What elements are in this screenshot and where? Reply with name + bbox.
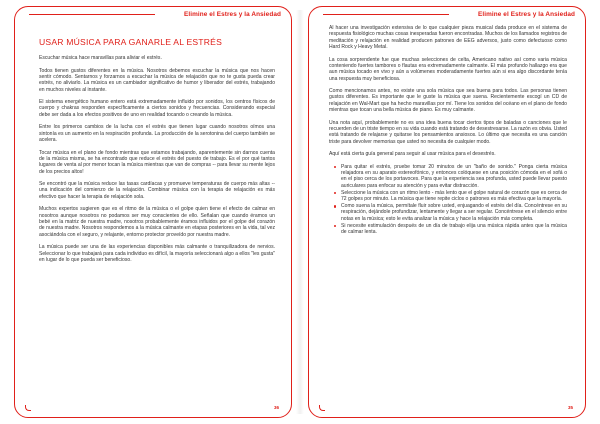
paragraph: Aquí está cierta guía general para seguir al usar música para el desestrés. — [329, 151, 496, 158]
list-item: Como suena la música, permítale fluir sobre usted, enjuagando el estrés del día. Concéntrese en su respiración, dejándole profundizar, lentamente y llegar a ser regular. Concéntrese en el silencio entre notas en la música; esto le evita analizar la música y hace la relajación más completa. — [341, 203, 567, 222]
right-page-content — [329, 25, 567, 236]
page-number: 35 — [567, 405, 573, 410]
page-number: 36 — [273, 405, 279, 410]
corner-ornament — [25, 405, 31, 411]
running-header-title: Elimine el Estres y la Ansiedad — [475, 11, 575, 18]
guidelines-list — [341, 164, 567, 236]
paragraph: Como mencionamos antes, no existe una sola música que sea buena para todos. Las personas tienen gustos diferentes. Es importante que le guste la música que suena. Recientemente escogí un CD de relajación en Wal-Mart que ha hecho maravillas por mí. Tiene los sonidos del océano en el plano de fondo mientras que tocan una bella música de piano. Es muy calmante. — [329, 88, 567, 114]
running-header-title: Elimine el Estres y la Ansiedad — [181, 11, 281, 18]
paragraph: Entre los primeros cambios de la lucha con el estrés que tienen lugar cuando nosotros oímos una sintonía es un aumento en la respiración profunda. La producción de la serotonina del cuerpo también se acelera. — [39, 124, 275, 143]
list-item: Seleccione la música con un ritmo lento - más lento que el golpe natural de corazón que es cerca de 72 golpes por minuto. La música que tiene repite ciclos o patrones es más efectiva que la mayoría. — [341, 189, 567, 203]
paragraph: Tocar música en el plano de fondo mientras que estamos trabajando, aparentemente sin darnos cuenta de la música misma, se ha encontrado que reduce el estrés del puesto de trabajo. Es el por qué tantos lugares de venta al por menor tocan la música mientras que van de compras -- para llevar su mente lejos de los precios altos! — [39, 149, 275, 175]
paragraph: El sistema energético humano entero está extremadamente influido por sonidos, los centros físicos de cuerpo y chakras responden específicamente a ciertos sonidos y frecuencias. Considerando especial debe ser dada a los efectos positivos de uno en realidad tocando o creando la música. — [39, 99, 275, 118]
list-item: Para quitar el estrés, pruebe tomar 20 minutos de un "baño de sonido." Ponga cierta música relajadora en su aparato estereofónico, y entonces colóquese en una posición cómoda en el sofá o en el piso cerca de los portavoces. Para que la experiencia sea profunda, usted puede llevar puesto auriculares para enfocar su atención y para evitar distracción. — [341, 163, 567, 189]
paragraph: La cosa sorprendente fue que muchas selecciones de celta, Americano nativo así como varia música conteniendo fuertes tambores o flautas era extremadamente calmante. El más profundo hallazgo era que aun música tocado en vivo y aún a volúmenes moderadamente fuertes aún si era algo discordante tenía una respuesta muy beneficiosa. — [329, 56, 567, 82]
list-item: Si necesite estimulación después de un día de trabajo elija una música rápida antes que la música de calmar lenta. — [341, 222, 567, 235]
header-rule — [29, 14, 155, 15]
paragraph: Al hacer una investigación extensiva de lo que cualquier pieza musical dada produce en el sistema de respuesta fisiológico muchas cosas inesperadas fueron encontradas. Muchos de los llamados registros de meditación y relajación en realidad producen patrones de EEG adversos, justo como defectuoso como Hard Rock y Heavy Metal. — [329, 25, 567, 51]
paragraph: Se encontró que la música reduce las tasas cardíacas y promueve temperaturas de cuerpo más altas -- una indicación del comienzo de la relajación. Combinar música con la terapia de relajación es más efectivo que hacer la terapia de relajación sola. — [39, 181, 275, 200]
page-gutter — [296, 10, 304, 414]
paragraph: Muchos expertos sugieren que es el ritmo de la música o el golpe quien tiene el efecto de calmar en nosotros aunque nosotros no podamos ser muy conscientes de ello. Señalan que cuando éramos un bebé en la matriz de nuestra madre, nosotros probablemente éramos influidos por el golpe del corazón de nuestra madre. Nosotros respondemos a la música calmante en etapas posteriores en la vida, tal vez asociándola con el seguro, y relajante, entorno protector proveído por nuestra madre. — [39, 206, 275, 238]
left-page — [14, 6, 292, 418]
paragraph: La música puede ser una de las experiencias disponibles más calmante o tranquilizadora de nervios. Seleccionar lo que trabajará para cada individuo es difícil, la mayoría seleccionará algo a ellos "les gusta" en lugar de lo que pueda ser beneficioso. — [39, 244, 275, 263]
paragraph: Todos tienen gustos diferentes en la música. Nosotros debemos escuchar la música que nos hacen sentir cómodo. Sentarnos y forzarnos a escuchar la música de relajación que no te gusta pueda crear estrés, no aliviarlo. La música es un cambiador significativo de humor y liberador del estrés, trabajando en muchos niveles al instante. — [39, 67, 275, 93]
corner-ornament — [319, 405, 325, 411]
left-page-header — [15, 7, 291, 21]
section-heading: USAR MÚSICA PARA GANARLE AL ESTRÉS — [39, 37, 223, 47]
paragraph: Una nota aquí, probablemente no es una idea buena tocar ciertos tipos de baladas o canciones que le recuerden de un triste tiempo en su vida cuando está tratando de desestresarse. La razón es obvia. Usted está tratando de relajarse y quitarse los pensamientos ansiosos. Lo último que necesita es una canción triste para devolver memorias que usted no necesita de cualquier modo. — [329, 119, 567, 145]
paragraph: Escuchar música hace maravillas para aliviar el estrés. — [39, 55, 162, 61]
right-page — [308, 6, 586, 418]
header-rule — [323, 14, 449, 15]
left-page-content — [39, 37, 275, 269]
right-page-header — [309, 7, 585, 21]
